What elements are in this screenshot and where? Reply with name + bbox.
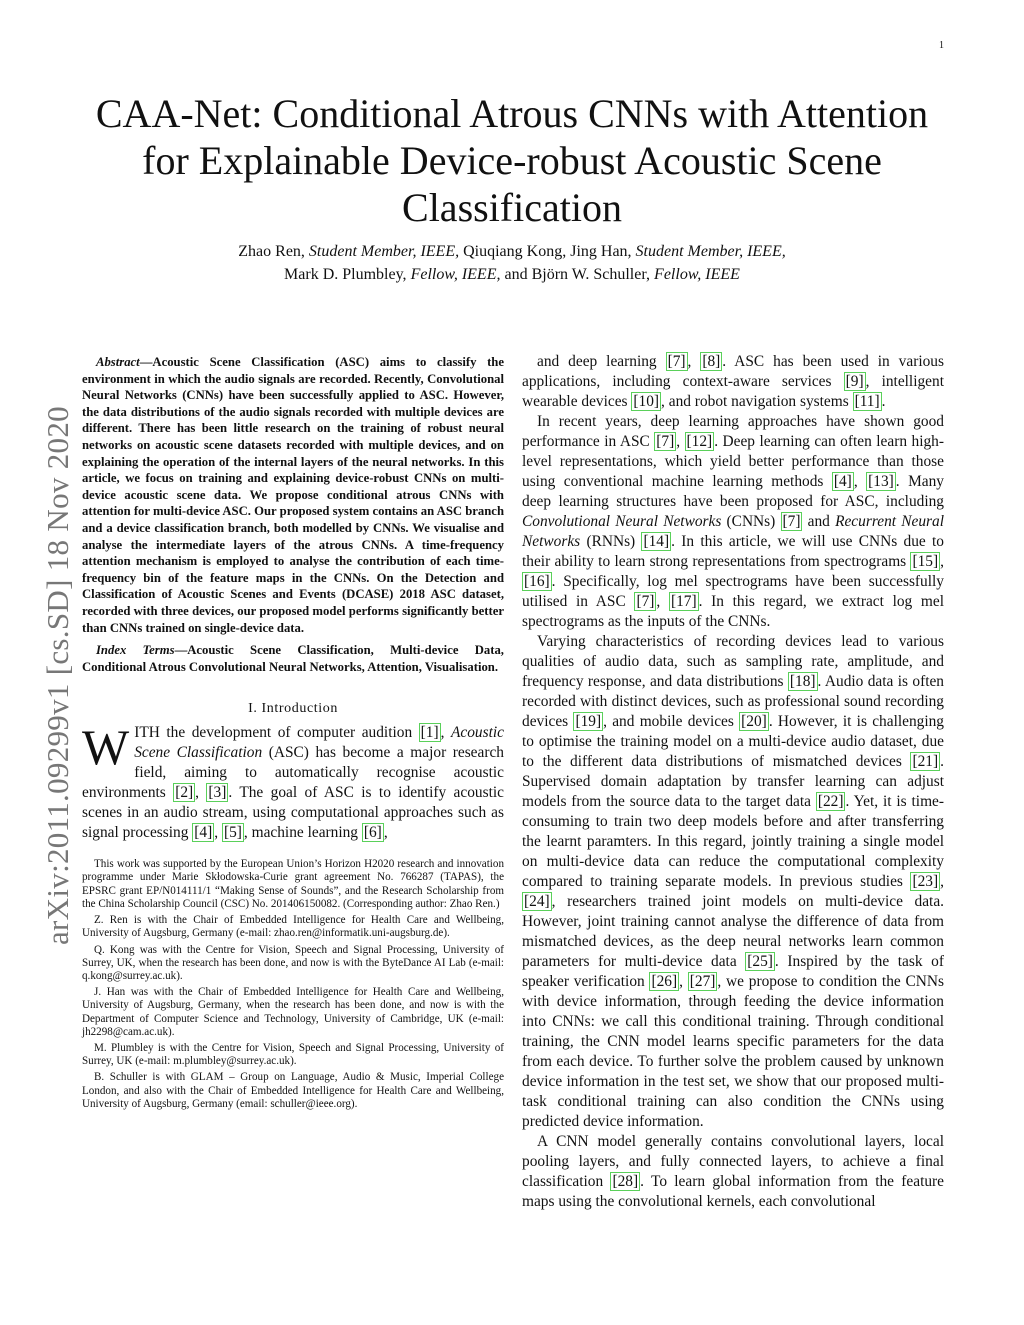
citation-link[interactable]: [23]	[912, 873, 939, 890]
citation-link[interactable]: [24]	[524, 893, 550, 910]
text-span: and	[802, 513, 836, 530]
citation-link[interactable]: [20]	[741, 713, 767, 730]
citation-link[interactable]: [7]	[636, 593, 655, 610]
body-paragraph	[522, 412, 944, 632]
text-span: . ASC has been used in various applications, including context-aware services	[522, 353, 944, 390]
section-heading-introduction: I. Introduction	[248, 701, 338, 717]
citation-link[interactable]: [4]	[194, 824, 213, 842]
text-span: . Supervised domain adaptation by transfer learning can adjust models from the source data to the target data	[522, 753, 944, 810]
text-span: . Many deep learning structures have been proposed for ASC, including	[522, 473, 944, 510]
text-span: , intelligent wearable devices	[522, 373, 944, 410]
author-line-1	[80, 240, 944, 263]
citation-link[interactable]: [5]	[223, 824, 242, 842]
footnote-plumbley: M. Plumbley is with the Centre for Vision, Speech and Signal Processing, University of Surrey, UK (e-mail: m.plumbley@surrey.ac.uk).	[82, 1041, 504, 1068]
footnote-kong: Q. Kong was with the Centre for Vision, Speech and Signal Processing, University of Surrey, UK, when the research has been done, and now is with the ByteDance AI Lab (e-mail: q.kong@surrey.ac.uk).	[82, 943, 504, 982]
text-span: . Deep learning can often learn high-level representations, which yield better performance than those using conventional machine learning methods	[522, 433, 944, 490]
footnote-ren: Z. Ren is with the Chair of Embedded Intelligence for Health Care and Wellbeing, University of Augsburg, Germany (e-mail: zhao.ren@informatik.uni-augsburg.de).	[82, 914, 504, 940]
citation-link[interactable]: [7]	[782, 513, 801, 530]
text-span: (RNNs)	[580, 533, 642, 550]
text-span: ,	[656, 593, 669, 610]
text-span: Varying characteristics of recording devices lead to various qualities of audio data, such as sampling rate, amplitude, and frequency response, and data distributions	[522, 633, 944, 690]
text-span: . However, it is challenging to optimise the training model on a multi-device audio dataset, due to the different data distributions of mismatched devices	[522, 713, 945, 770]
citation-link[interactable]: [7]	[656, 433, 675, 450]
citation-link[interactable]: [11]	[854, 393, 880, 410]
body-paragraph	[522, 352, 944, 412]
drop-cap: W	[82, 719, 130, 776]
text-span: (ASC) has become a major research field, aiming to automatically recognise acoustic environments	[82, 744, 504, 802]
text-span: . The goal of ASC is to identify acoustic scenes in an audio stream, using computational approaches such as signal processing	[82, 784, 504, 842]
author-4-role: Fellow, IEEE,	[410, 266, 501, 283]
author-line-2	[80, 263, 944, 286]
citation-link[interactable]: [3]	[208, 784, 227, 802]
text-span: , researchers trained joint models on multi-device data. However, joint training cannot analyse the difference of data from mismatched devices, as the deep neural networks learn common parameters for multi-device data	[522, 893, 944, 970]
text-span: ,	[676, 433, 685, 450]
text-span: . To learn global information from the feature maps using the convolutional kernels, each convolutional	[522, 1173, 944, 1210]
citation-link[interactable]: [28]	[612, 1173, 639, 1190]
text-span: (CNNs)	[721, 513, 781, 530]
text-span: Recurrent Neural Networks	[522, 513, 944, 550]
abstract-text: Acoustic Scene Classification (ASC) aims to classify the environment in which the audio signals are recorded. Recently, Convolutional Neural Networks (CNNs) have been successfully applied to ASC. However, the data distributions of the audio signals recorded with multiple devices are different. There has been little research on the training of robust neural networks on acoustic scene datasets recorded with multiple devices, and on explaining the operation of the internal layers of the neural networks. In this article, we focus on training and explaining device-robust CNNs on multi-device acoustic scene data. We propose conditional atrous CNNs with attention for multi-device ASC. Our proposed system contains an ASC branch and a device classification branch, both modelled by CNNs. We visualise and analyse the intermediate layers of the atrous CNNs. A time-frequency attention mechanism is employed to analyse the contribution of each time-frequency bin of the feature maps in the CNNs. On the Detection and Classification of Acoustic Scenes and Events (DCASE) 2018 ASC dataset, recorded with three devices, our proposed model performs significantly better than CNNs trained on single-device data.	[82, 355, 504, 635]
text-span: , machine learning	[243, 824, 362, 842]
index-terms-dash: —	[174, 643, 188, 658]
left-column	[82, 354, 504, 1114]
text-span: Convolutional Neural Networks	[522, 513, 722, 530]
citation-link[interactable]: [22]	[817, 793, 844, 810]
text-span: . Inspired by the task of speaker verification	[522, 953, 944, 990]
citation-link[interactable]: [4]	[833, 473, 852, 490]
text-span: In recent years, deep learning approaches have shown good performance in ASC	[522, 413, 944, 450]
abstract-label: Abstract	[96, 355, 140, 369]
author-1-role: Student Member, IEEE,	[308, 243, 460, 260]
text-span: . Yet, it is time-consuming to train two deep models before and after transferring the learnt paramters. In this regard, jointly training a single model on multi-device data can reduce the computational complexity compared to training separate models. In previous studies	[522, 793, 944, 890]
text-span: ,	[214, 824, 222, 842]
index-terms-text: Acoustic Scene Classification, Multi-device Data, Conditional Atrous Convolutional Neural Networks, Attention, Visualisation.	[82, 643, 504, 674]
author-2-3: Qiuqiang Kong, Jing Han,	[459, 243, 636, 260]
index-terms-label: Index Terms	[96, 643, 175, 658]
author-1: Zhao Ren,	[238, 243, 309, 260]
footnote-han: J. Han was with the Chair of Embedded Intelligence for Health Care and Wellbeing, University of Augsburg, Germany, when the research has been done, and now is with the Department of Computer Science and Technology, University of Cambridge, UK (e-mail: jh2298@cam.ac.uk).	[82, 986, 504, 1038]
footnotes	[82, 858, 504, 1111]
body-paragraph	[522, 1132, 944, 1212]
citation-link[interactable]: [26]	[651, 973, 678, 990]
text-span: .	[881, 393, 886, 410]
author-5-role: Fellow, IEEE	[654, 266, 740, 283]
text-span: . In this regard, we extract log mel spectrograms as the inputs of the CNNs.	[522, 593, 945, 630]
text-span: . Specifically, log mel spectrograms have been successfully utilised in ASC	[522, 573, 944, 610]
citation-link[interactable]: [18]	[789, 673, 816, 690]
text-span: and deep learning	[537, 353, 666, 370]
text-span: ,	[383, 824, 388, 842]
text-span: , we propose to condition the CNNs with device information, through feeding the device information into CNNs: we call this conditional training. Through conditional training, the CNN model learns specific parameters for the data from each device. To further solve the problem caused by unknown device information in the test set, we show that our proposed multi-task conditional training can also condition the CNNs using predicted device information.	[522, 973, 944, 1130]
intro-paragraph	[82, 719, 504, 843]
index-terms	[82, 642, 504, 675]
paper-title: CAA-Net: Conditional Atrous CNNs with Attention for Explainable Device-robust Acoustic Scene Classification	[95, 91, 929, 230]
citation-link[interactable]: [12]	[686, 433, 713, 450]
page-number: 1	[939, 40, 944, 51]
footnote-schuller: B. Schuller is with GLAM – Group on Language, Audio & Music, Imperial College London, and also with the Chair of Embedded Intelligence for Health Care and Wellbeing, University of Augsburg, Germany (email: schuller@ieee.org).	[82, 1071, 504, 1110]
author-5: and Björn W. Schuller,	[500, 266, 655, 283]
text-span: , and robot navigation systems	[661, 393, 853, 410]
citation-link[interactable]: [14]	[643, 533, 670, 550]
text-span: ,	[940, 553, 944, 570]
citation-link[interactable]: [25]	[747, 953, 773, 970]
citation-link[interactable]: [8]	[702, 353, 721, 370]
text-span: . Audio data is often recorded with distinct devices, such as professional sound recording devices	[522, 673, 944, 730]
citation-link[interactable]: [21]	[912, 753, 939, 770]
text-span: A CNN model generally contains convolutional layers, local pooling layers, and fully connected layers, to achieve a final classification	[522, 1133, 944, 1190]
citation-link[interactable]: [27]	[689, 973, 716, 990]
text-span: ,	[687, 353, 701, 370]
citation-link[interactable]: [6]	[363, 824, 382, 842]
right-column	[522, 352, 944, 1212]
text-span: . In this article, we will use CNNs due to their ability to learn strong representations from spectrograms	[522, 533, 944, 570]
body-paragraph	[522, 632, 944, 1132]
citation-link[interactable]: [9]	[845, 373, 864, 390]
text-span: , and mobile devices	[603, 713, 740, 730]
text-span: Acoustic Scene Classification	[134, 724, 504, 762]
abstract	[82, 354, 504, 636]
text-span: ,	[853, 473, 867, 490]
text-span: ,	[940, 873, 944, 890]
citation-link[interactable]: [16]	[524, 573, 550, 590]
citation-link[interactable]: [7]	[667, 353, 686, 370]
author-list	[80, 240, 944, 286]
abstract-dash: —	[139, 355, 153, 369]
text-span: ITH the development of computer audition	[134, 724, 419, 742]
citation-link[interactable]: [15]	[912, 553, 939, 570]
citation-link[interactable]: [10]	[633, 393, 660, 410]
footnote-funding: This work was supported by the European Union’s Horizon H2020 research and innovation programme under Marie Skłodowska-Curie grant agreement No. 766287 (TAPAS), the EPSRC grant EP/N014111/1 “Making Sense of Sounds”, and the Research Scholarship from the China Scholarship Council (CSC) No. 201406150082. (Corresponding author: Zhao Ren.)	[82, 858, 504, 910]
author-3-role: Student Member, IEEE,	[635, 243, 786, 260]
citation-link[interactable]: [13]	[868, 473, 894, 490]
citation-link[interactable]: [1]	[420, 724, 439, 742]
citation-link[interactable]: [19]	[575, 713, 602, 730]
text-span: ,	[195, 784, 207, 802]
text-span: ,	[679, 973, 688, 990]
citation-link[interactable]: [2]	[175, 784, 194, 802]
author-4: Mark D. Plumbley,	[284, 266, 411, 283]
arxiv-stamp[interactable]: arXiv:2011.09299v1 [cs.SD] 18 Nov 2020	[40, 406, 75, 945]
citation-link[interactable]: [17]	[670, 593, 697, 610]
text-span: ,	[440, 724, 451, 742]
